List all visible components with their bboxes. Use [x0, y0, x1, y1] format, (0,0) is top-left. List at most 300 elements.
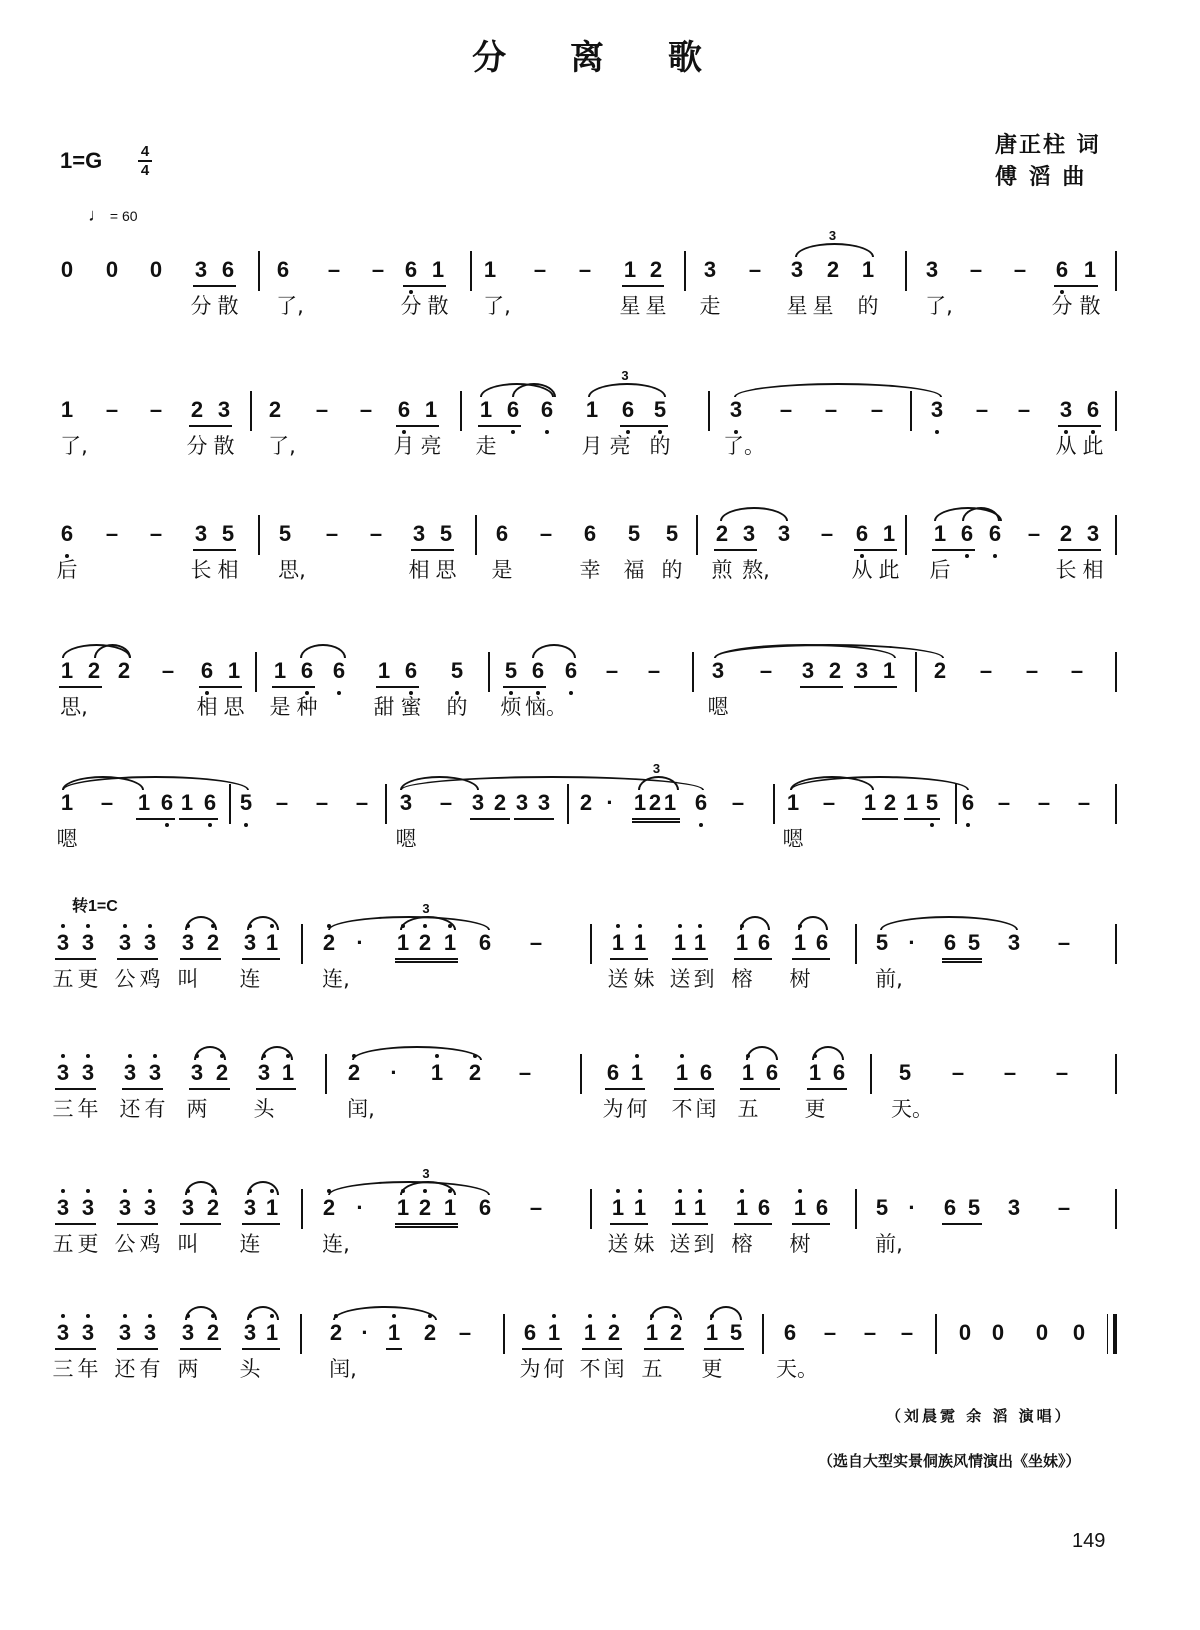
- performers-credit: （刘晨霓 余 滔 演唱）: [886, 1407, 1073, 1425]
- jianpu-note: 3: [1007, 1195, 1021, 1220]
- jianpu-note: 2: [648, 790, 662, 815]
- lyric-syllable: 天。: [891, 1097, 933, 1121]
- notation-system: [0, 368, 1200, 458]
- barline: [258, 515, 260, 555]
- slur-arc: [333, 1306, 437, 1320]
- underline-beam: [704, 1348, 744, 1350]
- barline: [258, 251, 260, 291]
- jianpu-note: –: [647, 658, 661, 683]
- jianpu-note: –: [1077, 790, 1091, 815]
- notation-system: [0, 521, 1200, 582]
- jianpu-note: 2: [423, 1320, 437, 1345]
- lyric-syllable: 五: [737, 1097, 759, 1121]
- octave-down-dot: [935, 430, 939, 434]
- jianpu-note: 3: [1086, 521, 1100, 546]
- lyric-syllable: 五: [641, 1357, 663, 1381]
- jianpu-note: –: [779, 397, 793, 422]
- jianpu-note: 5: [875, 930, 889, 955]
- underline-beam: [180, 958, 221, 960]
- lyricist-credit: 唐正柱 词: [995, 133, 1101, 158]
- barline: [905, 515, 907, 555]
- barline: [460, 391, 462, 431]
- jianpu-note: 3: [56, 1060, 70, 1085]
- octave-up-dot: [86, 924, 90, 928]
- composer-credit: 傅 滔 曲: [995, 165, 1087, 190]
- jianpu-note: 2: [493, 790, 507, 815]
- jianpu-note: 3: [118, 930, 132, 955]
- jianpu-note: 2: [215, 1060, 229, 1085]
- jianpu-note: 3: [181, 1195, 195, 1220]
- octave-up-dot: [148, 1189, 152, 1193]
- underline-beam: [180, 1348, 221, 1350]
- jianpu-note: 6: [988, 521, 1002, 546]
- jianpu-note: –: [327, 257, 341, 282]
- jianpu-note: 1: [430, 1060, 444, 1085]
- jianpu-note: 1: [675, 1060, 689, 1085]
- jianpu-note: 1: [377, 658, 391, 683]
- lyric-syllable: 是: [491, 558, 513, 582]
- jianpu-note: 3: [243, 1320, 257, 1345]
- source-note: （选自大型实景侗族风情演出《坐妹》）: [818, 1452, 1081, 1470]
- underline-beam: [55, 1348, 96, 1350]
- time-signature-top: 4: [140, 143, 150, 160]
- underline-beam: [386, 1348, 402, 1350]
- lyric-syllable: 更: [77, 967, 99, 991]
- notation-system: [0, 228, 1200, 318]
- underline-beam: [807, 1088, 847, 1090]
- jianpu-note: 2: [649, 257, 663, 282]
- slur-arc: [247, 1306, 279, 1320]
- underline-beam: [672, 1223, 708, 1225]
- octave-down-dot: [545, 430, 549, 434]
- lyric-syllable: 连: [239, 967, 261, 991]
- jianpu-note: –: [822, 790, 836, 815]
- lyric-syllable: 的: [446, 695, 468, 719]
- jianpu-note: 6: [699, 1060, 713, 1085]
- lyric-syllable: 甜: [373, 695, 395, 719]
- jianpu-note: –: [969, 257, 983, 282]
- jianpu-note: –: [325, 521, 339, 546]
- jianpu-note: 2: [828, 658, 842, 683]
- octave-down-dot: [965, 554, 969, 558]
- jianpu-note: 6: [200, 658, 214, 683]
- jianpu-note: 3: [801, 658, 815, 683]
- jianpu-note: 6: [694, 790, 708, 815]
- jianpu-note: –: [731, 790, 745, 815]
- jianpu-note: –: [533, 257, 547, 282]
- jianpu-note: 6: [815, 930, 829, 955]
- jianpu-note: 3: [56, 1195, 70, 1220]
- jianpu-note: 5: [967, 930, 981, 955]
- lyric-syllable: 更: [701, 1357, 723, 1381]
- jianpu-note: 3: [148, 1060, 162, 1085]
- jianpu-note: 6: [203, 790, 217, 815]
- underline-beam: [942, 958, 982, 960]
- lyric-syllable: 连,: [322, 1232, 350, 1256]
- jianpu-note: 1: [741, 1060, 755, 1085]
- jianpu-note: 1: [227, 658, 241, 683]
- jianpu-note: 1: [443, 1195, 457, 1220]
- jianpu-note: –: [369, 521, 383, 546]
- notation-system: [0, 658, 1200, 719]
- jianpu-note: 6: [943, 1195, 957, 1220]
- jianpu-note: 2: [826, 257, 840, 282]
- jianpu-note: 3: [56, 930, 70, 955]
- lyric-syllable: 是: [269, 695, 291, 719]
- jianpu-note: –: [275, 790, 289, 815]
- jianpu-note: 3: [56, 1320, 70, 1345]
- jianpu-note: –: [518, 1060, 532, 1085]
- underline-beam: [610, 958, 648, 960]
- jianpu-note: 1: [905, 790, 919, 815]
- lyric-syllable: 闰: [603, 1357, 625, 1381]
- jianpu-note: 5: [729, 1320, 743, 1345]
- octave-up-dot: [61, 1314, 65, 1318]
- octave-down-dot: [699, 823, 703, 827]
- octave-up-dot: [616, 1189, 620, 1193]
- lyric-syllable: 连: [239, 1232, 261, 1256]
- barline: [905, 251, 907, 291]
- jianpu-note: 3: [711, 658, 725, 683]
- notation-system: [0, 1060, 1200, 1121]
- jianpu-note: 3: [81, 1320, 95, 1345]
- underline-beam: [136, 818, 175, 820]
- lyric-syllable: 从: [1055, 434, 1077, 458]
- octave-down-dot: [993, 554, 997, 558]
- underline-beam: [942, 961, 982, 963]
- jianpu-note: 3: [537, 790, 551, 815]
- lyric-syllable: 头: [253, 1097, 275, 1121]
- jianpu-note: 6: [606, 1060, 620, 1085]
- underline-beam: [622, 285, 664, 287]
- lyric-syllable: 头: [239, 1357, 261, 1381]
- jianpu-note: –: [870, 397, 884, 422]
- barline: [590, 1189, 592, 1229]
- jianpu-note: 1: [424, 397, 438, 422]
- underline-beam: [674, 1088, 714, 1090]
- slur-arc: [247, 1181, 279, 1195]
- jianpu-note: –: [979, 658, 993, 683]
- jianpu-note: 1: [735, 1195, 749, 1220]
- notation-system: [0, 1320, 1200, 1381]
- barline: [696, 515, 698, 555]
- underline-beam: [854, 686, 897, 688]
- lyric-syllable: 月: [393, 434, 415, 458]
- jianpu-note: –: [1003, 1060, 1017, 1085]
- lyric-syllable: 长: [1055, 558, 1077, 582]
- jianpu-note: 6: [855, 521, 869, 546]
- jianpu-note: 1: [1083, 257, 1097, 282]
- jianpu-note: 6: [832, 1060, 846, 1085]
- underline-beam: [800, 686, 843, 688]
- jianpu-note: 5: [239, 790, 253, 815]
- jianpu-note: ·: [361, 1320, 369, 1345]
- tempo-value: = 60: [109, 208, 138, 224]
- slur-arc: [588, 383, 666, 397]
- lyric-syllable: 了,: [483, 294, 511, 318]
- octave-up-dot: [680, 1054, 684, 1058]
- jianpu-note: 2: [117, 658, 131, 683]
- underline-beam: [792, 958, 830, 960]
- octave-up-dot: [635, 1054, 639, 1058]
- lyric-syllable: 公: [114, 1232, 136, 1256]
- notation-system: [0, 1166, 1200, 1256]
- triplet-marker: 3: [422, 1166, 430, 1181]
- jianpu-note: –: [458, 1320, 472, 1345]
- lyric-syllable: 更: [77, 1232, 99, 1256]
- lyric-syllable: 月: [581, 434, 603, 458]
- notation-system: [0, 761, 1200, 851]
- jianpu-note: 6: [621, 397, 635, 422]
- octave-up-dot: [552, 1314, 556, 1318]
- slur-arc: [740, 916, 770, 930]
- jianpu-note: 1: [693, 1195, 707, 1220]
- barline: [1115, 784, 1117, 824]
- jianpu-note: –: [1055, 1060, 1069, 1085]
- lyric-syllable: 了。: [723, 434, 765, 458]
- jianpu-note: –: [1057, 1195, 1071, 1220]
- jianpu-note: 1: [396, 1195, 410, 1220]
- octave-up-dot: [616, 924, 620, 928]
- underline-beam: [470, 818, 510, 820]
- lyric-syllable: 闰: [695, 1097, 717, 1121]
- jianpu-note: 1: [396, 930, 410, 955]
- jianpu-note: 1: [861, 257, 875, 282]
- jianpu-note: 5: [504, 658, 518, 683]
- triplet-marker: 3: [652, 761, 661, 776]
- underline-beam: [862, 818, 898, 820]
- jianpu-note: 3: [1059, 397, 1073, 422]
- jianpu-note: 6: [523, 1320, 537, 1345]
- barline: [692, 652, 694, 692]
- jianpu-note: –: [529, 930, 543, 955]
- jianpu-note: 6: [404, 658, 418, 683]
- jianpu-note: 6: [495, 521, 509, 546]
- octave-up-dot: [148, 924, 152, 928]
- underline-beam: [1058, 425, 1101, 427]
- lyric-syllable: 到: [693, 1232, 715, 1256]
- jianpu-note: 5: [875, 1195, 889, 1220]
- jianpu-note: 3: [118, 1195, 132, 1220]
- jianpu-note: 1: [137, 790, 151, 815]
- underline-beam: [55, 958, 96, 960]
- jianpu-note: 3: [123, 1060, 137, 1085]
- jianpu-note: 1: [633, 1195, 647, 1220]
- lyric-syllable: 思,: [278, 558, 306, 582]
- lyric-syllable: 分: [400, 294, 422, 318]
- barline: [1115, 515, 1117, 555]
- octave-up-dot: [740, 1189, 744, 1193]
- lyric-syllable: 何: [626, 1097, 648, 1121]
- barline: [870, 1054, 872, 1094]
- octave-up-dot: [698, 1189, 702, 1193]
- lyric-syllable: 相: [196, 695, 218, 719]
- underline-beam: [632, 818, 680, 820]
- barline: [488, 652, 490, 692]
- lyric-syllable: 三: [52, 1357, 74, 1381]
- lyric-syllable: 的: [661, 558, 683, 582]
- jianpu-note: 6: [757, 930, 771, 955]
- barline: [1115, 652, 1117, 692]
- lyric-syllable: 为: [602, 1097, 624, 1121]
- tempo-marking: [88, 205, 138, 226]
- jianpu-note: –: [529, 1195, 543, 1220]
- jianpu-note: –: [315, 397, 329, 422]
- lyric-syllable: 的: [857, 294, 879, 318]
- slur-arc: [247, 916, 279, 930]
- jianpu-note: 3: [81, 1195, 95, 1220]
- jianpu-note: –: [997, 790, 1011, 815]
- lyric-syllable: 星: [812, 294, 834, 318]
- underline-beam: [189, 1088, 230, 1090]
- octave-up-dot: [86, 1054, 90, 1058]
- lyric-syllable: 何: [543, 1357, 565, 1381]
- jianpu-note: –: [439, 790, 453, 815]
- jianpu-note: 5: [627, 521, 641, 546]
- barline: [301, 924, 303, 964]
- jianpu-note: 1: [933, 521, 947, 546]
- lyric-syllable: 年: [77, 1097, 99, 1121]
- jianpu-note: 5: [278, 521, 292, 546]
- octave-down-dot: [244, 823, 248, 827]
- barline: [935, 1314, 937, 1354]
- lyric-syllable: 煎: [711, 558, 733, 582]
- lyric-syllable: 妹: [633, 1232, 655, 1256]
- barline: [503, 1314, 505, 1354]
- octave-down-dot: [966, 823, 970, 827]
- octave-down-dot: [208, 823, 212, 827]
- slur-arc: [798, 916, 828, 930]
- lyric-syllable: 种: [296, 695, 318, 719]
- lyric-syllable: 五: [52, 1232, 74, 1256]
- jianpu-note: 1: [547, 1320, 561, 1345]
- lyric-syllable: 嗯: [395, 827, 417, 851]
- lyric-syllable: 连,: [322, 967, 350, 991]
- jianpu-note: 1: [673, 1195, 687, 1220]
- jianpu-note: –: [355, 790, 369, 815]
- underline-beam: [272, 686, 315, 688]
- jianpu-note: ·: [356, 930, 364, 955]
- slur-arc: [734, 383, 942, 397]
- jianpu-note: 1: [265, 1195, 279, 1220]
- jianpu-note: 2: [322, 930, 336, 955]
- jianpu-note: 1: [630, 1060, 644, 1085]
- jianpu-note: 6: [478, 930, 492, 955]
- jianpu-note: –: [605, 658, 619, 683]
- quarter-note-icon: ♩: [88, 205, 106, 225]
- jianpu-note: 1: [611, 1195, 625, 1220]
- jianpu-note: –: [975, 397, 989, 422]
- octave-down-dot: [511, 430, 515, 434]
- jianpu-note: 6: [765, 1060, 779, 1085]
- jianpu-note: 6: [221, 257, 235, 282]
- lyric-syllable: 星: [619, 294, 641, 318]
- lyric-syllable: 走: [699, 294, 721, 318]
- underline-beam: [734, 958, 772, 960]
- jianpu-note: –: [149, 397, 163, 422]
- underline-beam: [59, 686, 102, 688]
- lyric-syllable: 年: [77, 1357, 99, 1381]
- underline-beam: [242, 958, 280, 960]
- lyric-syllable: 后: [56, 558, 78, 582]
- jianpu-note: 1: [431, 257, 445, 282]
- jianpu-note: 3: [243, 930, 257, 955]
- lyric-syllable: 树: [789, 967, 811, 991]
- lyric-syllable: 蜜: [400, 695, 422, 719]
- octave-down-dot: [930, 823, 934, 827]
- underline-beam: [395, 1226, 458, 1228]
- time-signature-bottom: 4: [140, 162, 150, 179]
- barline: [567, 784, 569, 824]
- barline: [1115, 391, 1117, 431]
- underline-beam: [55, 1088, 96, 1090]
- barline: [855, 1189, 857, 1229]
- underline-beam: [199, 686, 242, 688]
- jianpu-note: 6: [783, 1320, 797, 1345]
- jianpu-note: 1: [265, 930, 279, 955]
- lyric-syllable: 公: [114, 967, 136, 991]
- underline-beam: [932, 549, 975, 551]
- underline-beam: [478, 425, 521, 427]
- octave-up-dot: [123, 1189, 127, 1193]
- jianpu-note: 2: [347, 1060, 361, 1085]
- jianpu-note: 6: [300, 658, 314, 683]
- jianpu-note: 6: [531, 658, 545, 683]
- underline-beam: [395, 958, 458, 960]
- jianpu-note: 1: [611, 930, 625, 955]
- jianpu-note: 2: [329, 1320, 343, 1345]
- triplet-marker: 3: [422, 901, 430, 916]
- barline: [590, 924, 592, 964]
- page-number: 149: [1072, 1530, 1106, 1552]
- lyric-syllable: 散: [1079, 294, 1101, 318]
- barline: [250, 391, 252, 431]
- jianpu-note: 2: [190, 397, 204, 422]
- jianpu-note: –: [315, 790, 329, 815]
- lyric-syllable: 嗯: [56, 827, 78, 851]
- lyric-syllable: 星: [786, 294, 808, 318]
- octave-up-dot: [61, 1189, 65, 1193]
- jianpu-note: –: [1037, 790, 1051, 815]
- barline: [475, 515, 477, 555]
- lyric-syllable: 叫: [177, 967, 199, 991]
- jianpu-note: 3: [399, 790, 413, 815]
- lyric-syllable: 嗯: [782, 827, 804, 851]
- octave-down-dot: [569, 691, 573, 695]
- octave-up-dot: [123, 924, 127, 928]
- song-title: 分 离 歌: [472, 38, 728, 78]
- lyric-syllable: 两: [177, 1357, 199, 1381]
- jianpu-note: –: [578, 257, 592, 282]
- slur-arc: [352, 1046, 482, 1060]
- slur-arc: [795, 243, 874, 257]
- jianpu-note: 5: [450, 658, 464, 683]
- jianpu-note: 0: [991, 1320, 1005, 1345]
- underline-beam: [1058, 549, 1101, 551]
- barline: [470, 251, 472, 291]
- jianpu-note: 1: [583, 1320, 597, 1345]
- jianpu-note: 6: [60, 521, 74, 546]
- lyric-syllable: 福: [623, 558, 645, 582]
- jianpu-note: 6: [160, 790, 174, 815]
- final-barline: [1113, 1314, 1117, 1354]
- octave-up-dot: [86, 1314, 90, 1318]
- barline: [301, 1189, 303, 1229]
- lyric-syllable: 三: [52, 1097, 74, 1121]
- jianpu-note: 6: [404, 257, 418, 282]
- jianpu-note: 3: [930, 397, 944, 422]
- underline-beam: [734, 1223, 772, 1225]
